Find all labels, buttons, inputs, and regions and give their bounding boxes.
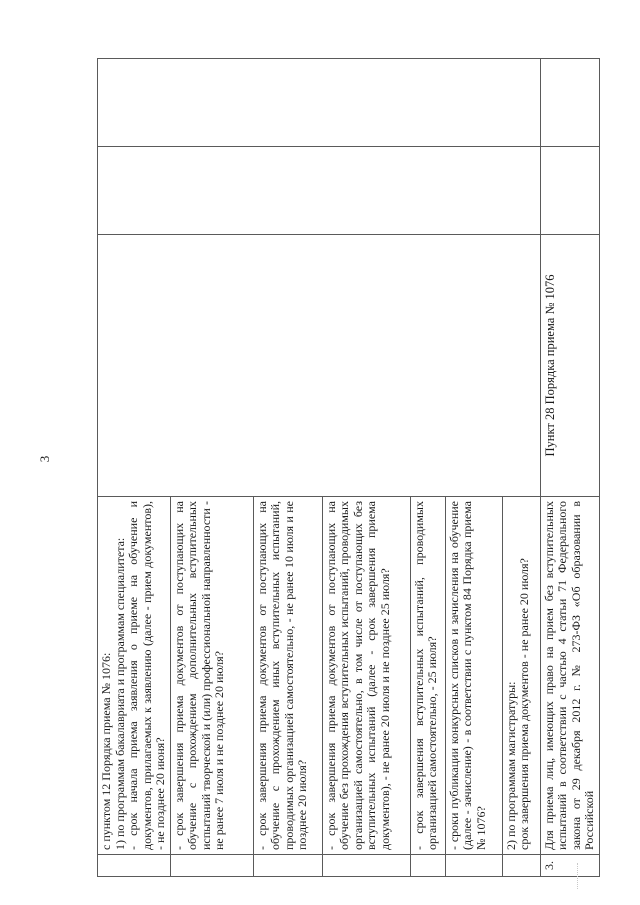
row-number-cell [502, 855, 540, 877]
row-number-cell [322, 855, 410, 877]
table-row [98, 59, 171, 877]
row-number-cell [98, 855, 171, 877]
requirement-cell: 2) по программам магистратуры: срок завершения приема документов - не ранее 20 июля? [502, 497, 540, 855]
requirement-cell: - срок завершения приема документов от поступающих на обучение без прохождения вступительных испытаний, проводимых организацией самостоятельно, в том числе от поступающих без вступительных испытаний (далее - срок завершения приема документов), - не ранее 20 июля и не позднее 25 июля? [322, 497, 410, 855]
reference-cell [98, 235, 541, 497]
table-row [540, 59, 599, 877]
blank-cell [98, 59, 541, 147]
row-number-cell: 3. [540, 855, 599, 877]
requirement-cell: - сроки публикации конкурсных списков и зачисления на обучение (далее - зачисление) - в соответствии с пунктом 84 Порядка приема № 1076? [445, 497, 502, 855]
blank-cell [540, 59, 599, 147]
requirement-cell: - срок завершения приема документов от поступающих на обучение с прохождением иных вступительных испытаний, проводимых организацией самостоятельно, - не ранее 10 июля и не позднее 20 июля? [253, 497, 322, 855]
row-number-cell [170, 855, 253, 877]
page-number: 3 [37, 455, 52, 463]
row-number-cell [410, 855, 445, 877]
document-table-rotated [97, 59, 596, 877]
row-number-cell [445, 855, 502, 877]
scan-artifact [577, 863, 582, 889]
row-number-cell [253, 855, 322, 877]
requirement-cell: - срок завершения вступительных испытаний, проводимых организацией самостоятельно, - 25 июля? [410, 497, 445, 855]
blank-cell [98, 147, 541, 235]
requirements-table [97, 58, 600, 877]
requirement-cell: Для приема лиц, имеющих право на прием без вступительных испытаний в соответствии с частью 4 статьи 71 Федерального закона от 29 декабря 2012 г. № 273-ФЗ «Об образовании в Российской [540, 497, 599, 855]
requirement-cell: с пунктом 12 Порядка приема № 1076: 1) по программам бакалавриата и программам специалитета: - срок начала приема заявления о приеме на обучение и документов, прилагаемых к заявлению (далее - прием документов), - не позднее 20 июня? [98, 497, 171, 855]
blank-cell [540, 147, 599, 235]
reference-cell: Пункт 28 Порядка приема № 1076 [540, 235, 599, 497]
requirement-cell: - срок завершения приема документов от поступающих на обучение с прохождением дополнительных вступительных испытаний творческой и (или) профессиональной направленности - не ранее 7 июля и не позднее 20 июля? [170, 497, 253, 855]
